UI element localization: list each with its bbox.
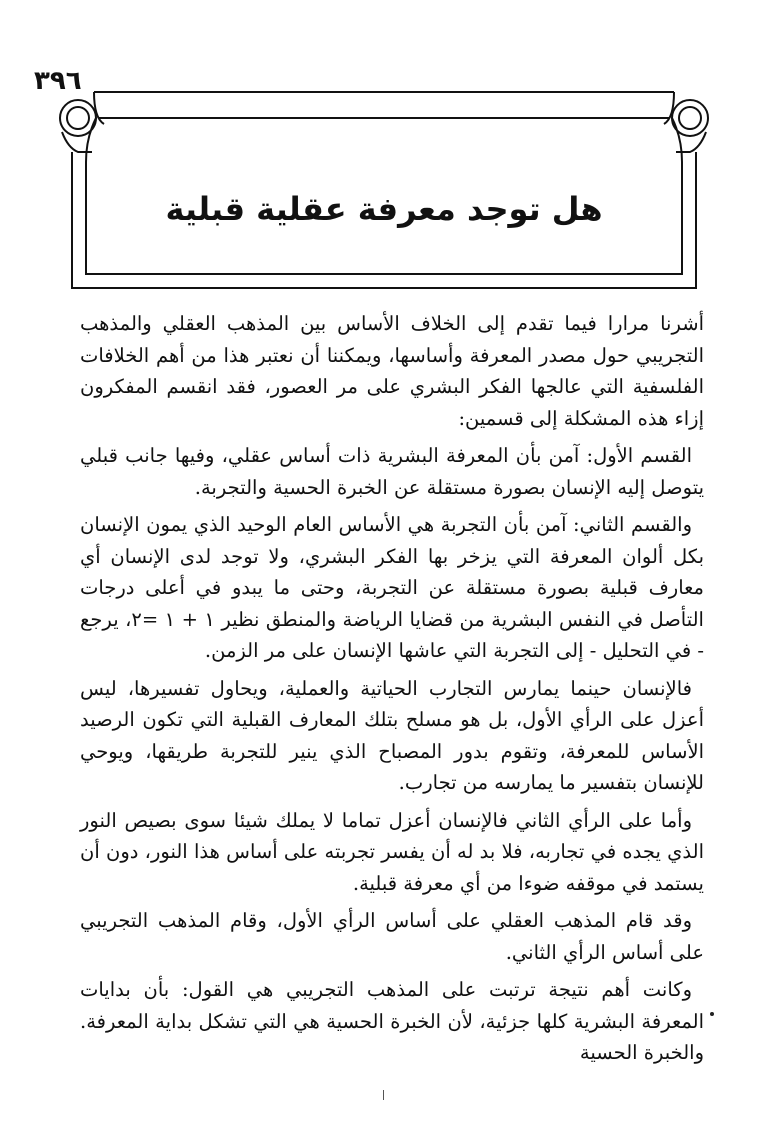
paragraph-6: وقد قام المذهب العقلي على أساس الرأي الأول، وقام المذهب التجريبي على أساس الرأي الثاني. (80, 909, 704, 964)
paragraph-4: فالإنسان حينما يمارس التجارب الحياتية والعملية، ويحاول تفسيرها، ليس أعزل على الرأي الأول، بل هو مسلح بتلك المعارف القبلية التي تكون الرصيد الأساس للمعرفة، وتقوم بدور المصباح الذي ينير للتجربة طريقها، ويوحي للإنسان بتفسير ما يمارسه من تجارب. (80, 676, 704, 794)
chapter-title-frame (58, 88, 710, 294)
body-text (80, 308, 704, 1075)
margin-dot-mark (710, 1012, 714, 1016)
chapter-title: هل توجد معرفة عقلية قبلية (165, 190, 603, 228)
paragraph-2: القسم الأول: آمن بأن المعرفة البشرية ذات أساس عقلي، وفيها جانب قبلي يتوصل إليه الإنسان بصورة مستقلة عن الخبرة الحسية والتجربة. (80, 444, 704, 499)
bottom-scan-mark (383, 1090, 384, 1100)
paragraph-5: وأما على الرأي الثاني فالإنسان أعزل تماما لا يملك شيئا سوى بصيص النور الذي يجده في تجاربه، فلا بد له أن يفسر تجربته على أساس هذا النور، دون أن يستمد في موقفه ضوءا من أي معرفة قبلية. (80, 808, 704, 895)
page-number: ٣٩٦ (34, 66, 82, 96)
paragraph-1: أشرنا مرارا فيما تقدم إلى الخلاف الأساس بين المذهب العقلي والمذهب التجريبي حول مصدر المعرفة وأساسها، ويمكننا أن نعتبر هذا من أهم الخلافات الفلسفية التي عالجها الفكر البشري على مر العصور، فقد انقسم المفكرون إزاء هذه المشكلة إلى قسمين: (80, 312, 704, 430)
paragraph-3: والقسم الثاني: آمن بأن التجربة هي الأساس العام الوحيد الذي يمون الإنسان بكل ألوان المعرفة التي يزخر بها الفكر البشري، ولا توجد لدى الإنسان أي معارف قبلية بصورة مستقلة عن التجربة، وحتى ما يبدو في أعلى درجات التأصل في النفس البشرية من قضايا الرياضة والمنطق نظير ١ + ١ =٢، يرجع - في التحليل - إلى التجربة التي عاشها الإنسان على مر الزمن. (80, 513, 704, 662)
paragraph-7: وكانت أهم نتيجة ترتبت على المذهب التجريبي هي القول: بأن بدايات المعرفة البشرية كلها جزئية، لأن الخبرة الحسية هي التي تشكل بداية المعرفة. والخبرة الحسية (80, 978, 704, 1064)
